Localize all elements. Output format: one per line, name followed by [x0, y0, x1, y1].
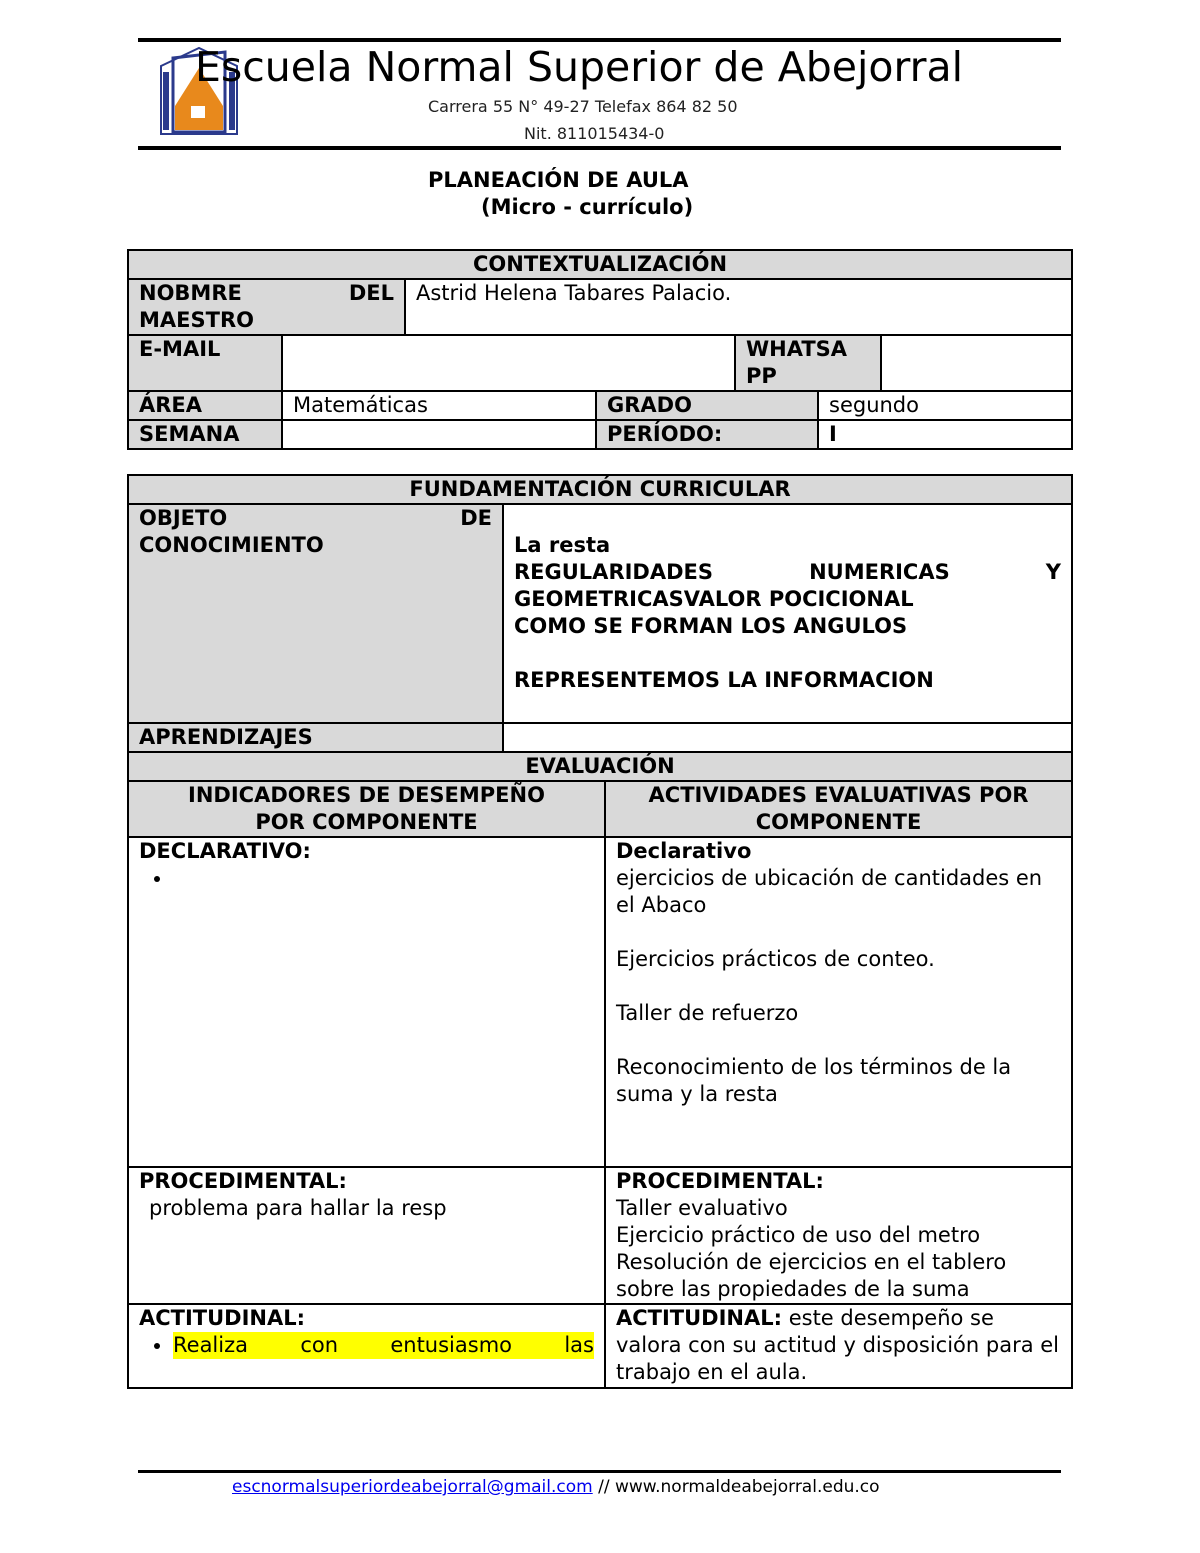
document-title: PLANEACIÓN DE AULA — [428, 168, 689, 192]
periodo-value: I — [818, 420, 1072, 449]
address-line: Carrera 55 N° 49-27 Telefax 864 82 50 — [428, 97, 738, 116]
fundamentacion-table — [127, 474, 1073, 1389]
semana-value — [282, 420, 596, 449]
area-label: ÁREA — [128, 391, 282, 420]
periodo-label: PERÍODO: — [596, 420, 818, 449]
nombre-label: NOBMRE DEL MAESTRO — [128, 279, 405, 335]
actividades-header: ACTIVIDADES EVALUATIVAS POR COMPONENTE — [605, 781, 1072, 837]
header-bottom-rule — [138, 146, 1061, 150]
whatsapp-label: WHATSA PP — [735, 335, 881, 391]
aprendizajes-label: APRENDIZAJES — [128, 723, 503, 752]
actitudinal-indicadores: ACTITUDINAL: • Realiza con entusiasmo las — [128, 1304, 605, 1388]
whatsapp-value — [881, 335, 1072, 391]
semana-label: SEMANA — [128, 420, 282, 449]
fundamentacion-heading: FUNDAMENTACIÓN CURRICULAR — [128, 475, 1072, 504]
actitudinal-actividades: ACTITUDINAL: este desempeño se valora con su actitud y disposición para el trabajo en el aula. — [605, 1304, 1072, 1388]
nit-line: Nit. 811015434-0 — [524, 124, 665, 143]
footer-rule — [138, 1470, 1061, 1473]
footer-website[interactable]: www.normaldeabejorral.edu.co — [614, 1477, 880, 1497]
school-name: Escuela Normal Superior de Abejorral — [195, 43, 963, 91]
actitudinal-bullet-text: • Realiza con entusiasmo las — [173, 1333, 594, 1357]
declarativo-actividades: Declarativo ejercicios de ubicación de cantidades en el Abaco Ejercicios prácticos de conteo. Taller de refuerzo Reconocimiento de los términos de la suma y la resta — [605, 837, 1072, 1167]
evaluacion-heading: EVALUACIÓN — [128, 752, 1072, 781]
indicadores-header: INDICADORES DE DESEMPEÑO POR COMPONENTE — [128, 781, 605, 837]
procedimental-actividades: PROCEDIMENTAL: Taller evaluativo Ejercicio práctico de uso del metro Resolución de ejercicios en el tablero sobre las propiedades de la suma — [605, 1167, 1072, 1304]
actitudinal-list — [139, 1332, 594, 1359]
footer-line — [232, 1477, 880, 1497]
email-value — [282, 335, 735, 391]
footer-email-link[interactable]: escnormalsuperiordeabejorral@gmail.com — [232, 1477, 593, 1497]
document-subtitle: (Micro - currículo) — [481, 195, 694, 219]
grado-label: GRADO — [596, 391, 818, 420]
declarativo-indicadores: DECLARATIVO: • — [128, 837, 605, 1167]
objeto-line-2: REGULARIDADES NUMERICAS Y — [514, 560, 1062, 584]
procedimental-indicadores: PROCEDIMENTAL: problema para hallar la resp — [128, 1167, 605, 1304]
footer-separator: // — [592, 1477, 615, 1497]
contextualizacion-heading: CONTEXTUALIZACIÓN — [128, 250, 1072, 279]
nombre-value: Astrid Helena Tabares Palacio. — [405, 279, 1072, 335]
email-label: E-MAIL — [128, 335, 282, 391]
area-value: Matemáticas — [282, 391, 596, 420]
aprendizajes-value — [503, 723, 1072, 752]
contextualizacion-table — [127, 249, 1073, 450]
declarativo-list — [139, 865, 594, 892]
objeto-value: La resta REGULARIDADES NUMERICAS Y GEOMETRICASVALOR POCICIONAL COMO SE FORMAN LOS ANGULOS REPRESENTEMOS LA INFORMACION — [503, 504, 1072, 723]
objeto-label: OBJETO DE CONOCIMIENTO — [128, 504, 503, 723]
grado-value: segundo — [818, 391, 1072, 420]
